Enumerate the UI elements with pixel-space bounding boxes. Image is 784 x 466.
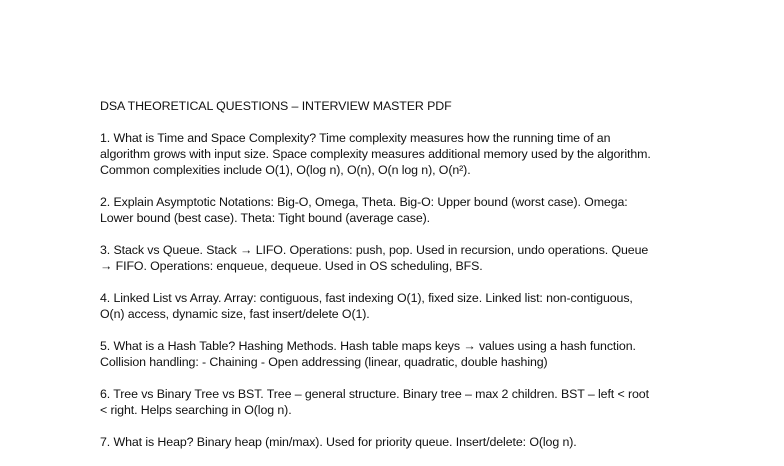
- question-5: [100, 338, 700, 370]
- text-line: O(n) access, dynamic size, fast insert/delete O(1).: [100, 307, 370, 321]
- text-line: → FIFO. Operations: enqueue, dequeue. Used in OS scheduling, BFS.: [100, 259, 483, 273]
- question-2: [100, 194, 700, 226]
- text-line: 2. Explain Asymptotic Notations: Big-O, Omega, Theta. Big-O: Upper bound (worst case). Omega:: [100, 195, 628, 209]
- question-1: [100, 130, 700, 178]
- text-line: 3. Stack vs Queue. Stack → LIFO. Operations: push, pop. Used in recursion, undo operations. Queue: [100, 243, 649, 257]
- text-line: 5. What is a Hash Table? Hashing Methods. Hash table maps keys → values using a hash function.: [100, 339, 636, 353]
- document-title: DSA THEORETICAL QUESTIONS – INTERVIEW MASTER PDF: [100, 99, 452, 113]
- document-body: [100, 98, 700, 466]
- question-3: [100, 242, 700, 274]
- text-line: Collision handling: - Chaining - Open addressing (linear, quadratic, double hashing): [100, 355, 548, 369]
- question-6: [100, 386, 700, 418]
- text-line: 4. Linked List vs Array. Array: contiguous, fast indexing O(1), fixed size. Linked list: non-contiguous,: [100, 291, 633, 305]
- text-line: Lower bound (best case). Theta: Tight bound (average case).: [100, 211, 430, 225]
- text-line: Common complexities include O(1), O(log n), O(n), O(n log n), O(n²).: [100, 163, 471, 177]
- text-line: algorithm grows with input size. Space complexity measures additional memory used by the algorithm.: [100, 147, 651, 161]
- text-line: 1. What is Time and Space Complexity? Time complexity measures how the running time of an: [100, 131, 611, 145]
- text-line: 6. Tree vs Binary Tree vs BST. Tree – general structure. Binary tree – max 2 children. BST – left < root: [100, 387, 649, 401]
- text-line: 7. What is Heap? Binary heap (min/max). Used for priority queue. Insert/delete: O(log n).: [100, 435, 577, 449]
- text-line: < right. Helps searching in O(log n).: [100, 403, 292, 417]
- question-4: [100, 290, 700, 322]
- question-7: [100, 434, 700, 450]
